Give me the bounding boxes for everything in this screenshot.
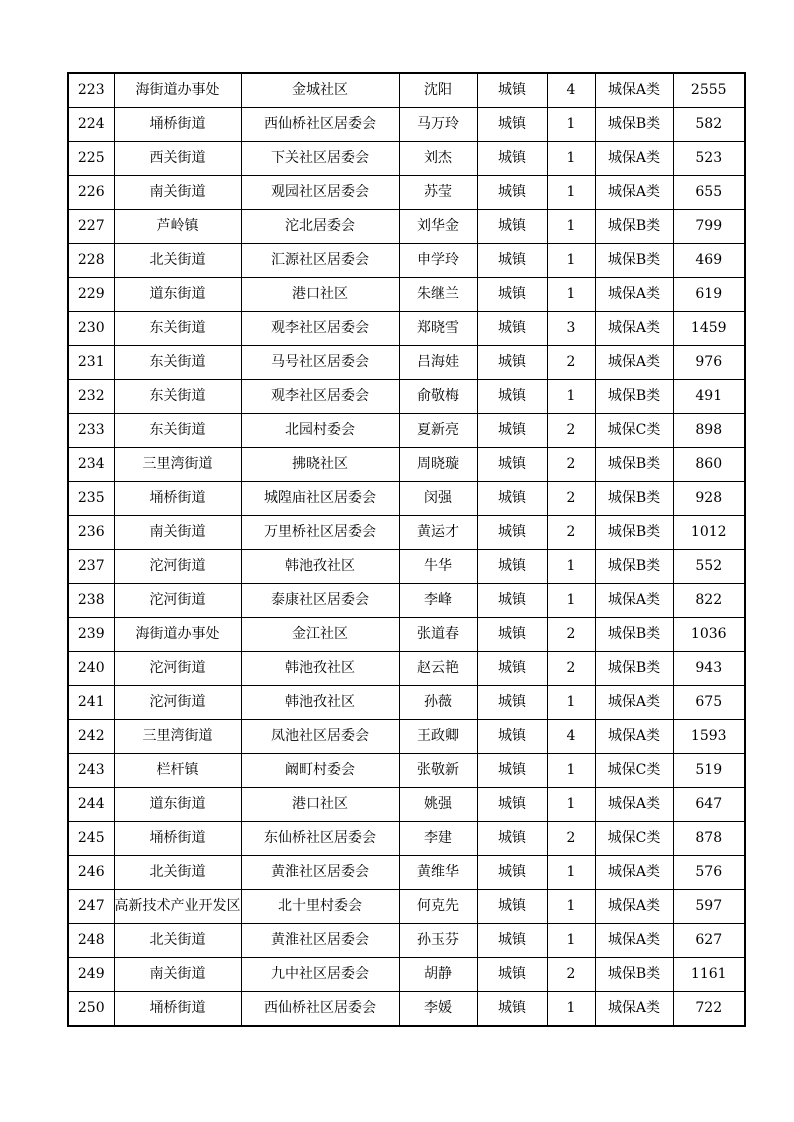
street-cell [114,176,241,210]
household-count-cell: 4 [547,720,595,754]
area-type-cell: 城镇 [477,142,547,176]
table-row [68,516,745,550]
table-row [68,584,745,618]
row-number-cell: 223 [68,73,114,108]
household-count-cell: 3 [547,312,595,346]
street-cell-text: 北关街道 [149,252,206,268]
insurance-category-cell: 城保B类 [595,516,673,550]
amount-cell: 799 [673,210,745,244]
table-row [68,890,745,924]
area-type-cell: 城镇 [477,482,547,516]
household-count-cell: 1 [547,890,595,924]
name-cell: 王政卿 [399,720,477,754]
community-cell: 西仙桥社区居委会 [241,108,399,142]
community-cell: 北十里村委会 [241,890,399,924]
table-row [68,550,745,584]
street-cell-text: 道东街道 [149,286,206,302]
table-row [68,958,745,992]
row-number-cell: 237 [68,550,114,584]
street-cell-text: 沱河街道 [149,660,206,676]
area-type-cell: 城镇 [477,754,547,788]
household-count-cell: 1 [547,244,595,278]
community-cell: 泰康社区居委会 [241,584,399,618]
area-type-cell: 城镇 [477,380,547,414]
street-cell [114,924,241,958]
community-cell: 东仙桥社区居委会 [241,822,399,856]
amount-cell: 2555 [673,73,745,108]
insurance-category-cell: 城保B类 [595,482,673,516]
community-cell: 港口社区 [241,278,399,312]
name-cell: 周晓璇 [399,448,477,482]
area-type-cell: 城镇 [477,278,547,312]
household-count-cell: 2 [547,448,595,482]
street-cell-text: 南关街道 [149,524,206,540]
name-cell: 沈阳 [399,73,477,108]
street-cell-text: 海街道办事处 [135,626,220,642]
name-cell: 李建 [399,822,477,856]
row-number-cell: 232 [68,380,114,414]
amount-cell: 655 [673,176,745,210]
amount-cell: 1036 [673,618,745,652]
community-cell: 金城社区 [241,73,399,108]
table-row [68,244,745,278]
name-cell: 李媛 [399,992,477,1027]
row-number-cell: 239 [68,618,114,652]
amount-cell: 576 [673,856,745,890]
area-type-cell: 城镇 [477,516,547,550]
insurance-category-cell: 城保A类 [595,278,673,312]
row-number-cell: 225 [68,142,114,176]
area-type-cell: 城镇 [477,584,547,618]
area-type-cell: 城镇 [477,720,547,754]
community-cell: 凤池社区居委会 [241,720,399,754]
insurance-category-cell: 城保A类 [595,686,673,720]
street-cell [114,856,241,890]
street-cell-text: 西关街道 [149,150,206,166]
insurance-category-cell: 城保B类 [595,380,673,414]
table-row [68,73,745,108]
street-cell [114,380,241,414]
table-row [68,380,745,414]
name-cell: 何克先 [399,890,477,924]
amount-cell: 1161 [673,958,745,992]
street-cell [114,618,241,652]
amount-cell: 898 [673,414,745,448]
insurance-category-cell: 城保A类 [595,856,673,890]
street-cell-text: 沱河街道 [149,558,206,574]
table-row [68,142,745,176]
row-number-cell: 233 [68,414,114,448]
insurance-category-cell: 城保B类 [595,210,673,244]
name-cell: 苏莹 [399,176,477,210]
insurance-category-cell: 城保C类 [595,754,673,788]
row-number-cell: 227 [68,210,114,244]
row-number-cell: 243 [68,754,114,788]
row-number-cell: 248 [68,924,114,958]
amount-cell: 619 [673,278,745,312]
street-cell [114,278,241,312]
insurance-category-cell: 城保A类 [595,788,673,822]
street-cell-text: 埇桥街道 [149,490,206,506]
street-cell-text: 芦岭镇 [156,218,199,234]
name-cell: 刘杰 [399,142,477,176]
insurance-category-cell: 城保A类 [595,142,673,176]
name-cell: 夏新亮 [399,414,477,448]
street-cell-text: 北关街道 [149,864,206,880]
street-cell-text: 沱河街道 [149,592,206,608]
street-cell [114,584,241,618]
household-count-cell: 1 [547,992,595,1027]
area-type-cell: 城镇 [477,822,547,856]
area-type-cell: 城镇 [477,346,547,380]
street-cell-text: 南关街道 [149,966,206,982]
street-cell [114,414,241,448]
row-number-cell: 238 [68,584,114,618]
name-cell: 刘华金 [399,210,477,244]
household-count-cell: 1 [547,788,595,822]
amount-cell: 1593 [673,720,745,754]
table-row [68,278,745,312]
area-type-cell: 城镇 [477,992,547,1027]
area-type-cell: 城镇 [477,108,547,142]
street-cell-text: 海街道办事处 [135,82,220,98]
household-count-cell: 1 [547,108,595,142]
name-cell: 黄运才 [399,516,477,550]
area-type-cell: 城镇 [477,890,547,924]
insurance-category-cell: 城保B类 [595,618,673,652]
amount-cell: 491 [673,380,745,414]
insurance-category-cell: 城保A类 [595,73,673,108]
name-cell: 张敬新 [399,754,477,788]
amount-cell: 976 [673,346,745,380]
household-count-cell: 1 [547,856,595,890]
street-cell [114,448,241,482]
street-cell-text: 南关街道 [149,184,206,200]
household-count-cell: 1 [547,142,595,176]
row-number-cell: 249 [68,958,114,992]
amount-cell: 519 [673,754,745,788]
amount-cell: 627 [673,924,745,958]
name-cell: 牛华 [399,550,477,584]
street-cell [114,312,241,346]
table-row [68,652,745,686]
table-row [68,176,745,210]
row-number-cell: 240 [68,652,114,686]
area-type-cell: 城镇 [477,210,547,244]
insurance-category-cell: 城保A类 [595,176,673,210]
amount-cell: 647 [673,788,745,822]
insurance-category-cell: 城保C类 [595,414,673,448]
name-cell: 胡静 [399,958,477,992]
household-count-cell: 1 [547,550,595,584]
area-type-cell: 城镇 [477,686,547,720]
row-number-cell: 250 [68,992,114,1027]
street-cell-text: 东关街道 [149,354,206,370]
row-number-cell: 226 [68,176,114,210]
name-cell: 郑晓雪 [399,312,477,346]
street-cell [114,890,241,924]
table-row [68,346,745,380]
household-count-cell: 2 [547,482,595,516]
name-cell: 申学玲 [399,244,477,278]
amount-cell: 675 [673,686,745,720]
amount-cell: 523 [673,142,745,176]
community-cell: 韩池孜社区 [241,550,399,584]
amount-cell: 597 [673,890,745,924]
area-type-cell: 城镇 [477,73,547,108]
table-row [68,822,745,856]
street-cell-text: 三里湾街道 [142,728,213,744]
street-cell [114,346,241,380]
name-cell: 朱继兰 [399,278,477,312]
table-row [68,108,745,142]
area-type-cell: 城镇 [477,788,547,822]
household-count-cell: 1 [547,924,595,958]
table-row [68,414,745,448]
insurance-category-cell: 城保C类 [595,822,673,856]
household-count-cell: 1 [547,754,595,788]
table-row [68,482,745,516]
community-cell: 马号社区居委会 [241,346,399,380]
row-number-cell: 246 [68,856,114,890]
table-row [68,448,745,482]
area-type-cell: 城镇 [477,652,547,686]
row-number-cell: 242 [68,720,114,754]
amount-cell: 822 [673,584,745,618]
community-cell: 城隍庙社区居委会 [241,482,399,516]
row-number-cell: 228 [68,244,114,278]
community-cell: 韩池孜社区 [241,686,399,720]
row-number-cell: 230 [68,312,114,346]
table-row [68,992,745,1027]
name-cell: 俞敬梅 [399,380,477,414]
row-number-cell: 247 [68,890,114,924]
row-number-cell: 229 [68,278,114,312]
community-cell: 拂晓社区 [241,448,399,482]
community-cell: 九中社区居委会 [241,958,399,992]
street-cell [114,73,241,108]
street-cell [114,516,241,550]
insurance-category-cell: 城保A类 [595,346,673,380]
table-row [68,754,745,788]
community-cell: 万里桥社区居委会 [241,516,399,550]
amount-cell: 469 [673,244,745,278]
street-cell-text: 沱河街道 [149,694,206,710]
amount-cell: 1012 [673,516,745,550]
street-cell-text: 埇桥街道 [149,830,206,846]
street-cell [114,686,241,720]
street-cell [114,652,241,686]
row-number-cell: 224 [68,108,114,142]
area-type-cell: 城镇 [477,312,547,346]
table-row [68,210,745,244]
community-cell: 金江社区 [241,618,399,652]
community-cell: 观园社区居委会 [241,176,399,210]
table-row [68,720,745,754]
street-cell [114,992,241,1027]
community-cell: 阚町村委会 [241,754,399,788]
community-cell: 黄淮社区居委会 [241,856,399,890]
street-cell [114,550,241,584]
street-cell-text: 道东街道 [149,796,206,812]
street-cell [114,244,241,278]
name-cell: 孙玉芬 [399,924,477,958]
name-cell: 赵云艳 [399,652,477,686]
community-cell: 北园村委会 [241,414,399,448]
table-row [68,618,745,652]
area-type-cell: 城镇 [477,924,547,958]
row-number-cell: 234 [68,448,114,482]
street-cell-text: 东关街道 [149,422,206,438]
name-cell: 马万玲 [399,108,477,142]
data-table [67,72,746,1027]
table-row [68,788,745,822]
street-cell-text: 东关街道 [149,320,206,336]
table-body [68,73,745,1026]
community-cell: 下关社区居委会 [241,142,399,176]
row-number-cell: 244 [68,788,114,822]
community-cell: 西仙桥社区居委会 [241,992,399,1027]
street-cell [114,142,241,176]
amount-cell: 552 [673,550,745,584]
community-cell: 观李社区居委会 [241,380,399,414]
insurance-category-cell: 城保A类 [595,890,673,924]
community-cell: 黄淮社区居委会 [241,924,399,958]
insurance-category-cell: 城保A类 [595,312,673,346]
street-cell-text: 三里湾街道 [142,456,213,472]
street-cell-text: 埇桥街道 [149,1000,206,1016]
street-cell [114,958,241,992]
street-cell-text: 栏杆镇 [156,762,199,778]
street-cell [114,822,241,856]
street-cell [114,482,241,516]
household-count-cell: 2 [547,618,595,652]
community-cell: 韩池孜社区 [241,652,399,686]
amount-cell: 943 [673,652,745,686]
table-row [68,924,745,958]
area-type-cell: 城镇 [477,448,547,482]
table-row [68,312,745,346]
amount-cell: 928 [673,482,745,516]
area-type-cell: 城镇 [477,244,547,278]
household-count-cell: 2 [547,516,595,550]
street-cell-text: 埇桥街道 [149,116,206,132]
insurance-category-cell: 城保A类 [595,720,673,754]
household-count-cell: 1 [547,278,595,312]
street-cell [114,108,241,142]
name-cell: 李峰 [399,584,477,618]
street-cell [114,754,241,788]
household-count-cell: 2 [547,652,595,686]
household-count-cell: 1 [547,584,595,618]
amount-cell: 878 [673,822,745,856]
community-cell: 观李社区居委会 [241,312,399,346]
insurance-category-cell: 城保B类 [595,652,673,686]
household-count-cell: 1 [547,210,595,244]
name-cell: 黄维华 [399,856,477,890]
insurance-category-cell: 城保B类 [595,244,673,278]
row-number-cell: 241 [68,686,114,720]
street-cell [114,720,241,754]
amount-cell: 722 [673,992,745,1027]
street-cell-text: 北关街道 [149,932,206,948]
insurance-category-cell: 城保A类 [595,584,673,618]
area-type-cell: 城镇 [477,414,547,448]
community-cell: 汇源社区居委会 [241,244,399,278]
row-number-cell: 231 [68,346,114,380]
amount-cell: 860 [673,448,745,482]
area-type-cell: 城镇 [477,618,547,652]
table-row [68,856,745,890]
insurance-category-cell: 城保B类 [595,550,673,584]
street-cell [114,210,241,244]
household-count-cell: 2 [547,414,595,448]
household-count-cell: 1 [547,380,595,414]
street-cell-text: 高新技术产业开发区 [114,898,241,914]
insurance-category-cell: 城保B类 [595,108,673,142]
row-number-cell: 236 [68,516,114,550]
name-cell: 吕海娃 [399,346,477,380]
insurance-category-cell: 城保B类 [595,448,673,482]
household-count-cell: 2 [547,958,595,992]
name-cell: 孙薇 [399,686,477,720]
household-count-cell: 2 [547,346,595,380]
household-count-cell: 1 [547,176,595,210]
community-cell: 港口社区 [241,788,399,822]
amount-cell: 582 [673,108,745,142]
area-type-cell: 城镇 [477,856,547,890]
name-cell: 姚强 [399,788,477,822]
community-cell: 沱北居委会 [241,210,399,244]
insurance-category-cell: 城保A类 [595,992,673,1027]
name-cell: 张道春 [399,618,477,652]
area-type-cell: 城镇 [477,176,547,210]
household-count-cell: 2 [547,822,595,856]
area-type-cell: 城镇 [477,550,547,584]
amount-cell: 1459 [673,312,745,346]
household-count-cell: 4 [547,73,595,108]
household-count-cell: 1 [547,686,595,720]
insurance-category-cell: 城保A类 [595,924,673,958]
street-cell-text: 东关街道 [149,388,206,404]
insurance-category-cell: 城保B类 [595,958,673,992]
row-number-cell: 235 [68,482,114,516]
name-cell: 闵强 [399,482,477,516]
row-number-cell: 245 [68,822,114,856]
area-type-cell: 城镇 [477,958,547,992]
table-row [68,686,745,720]
street-cell [114,788,241,822]
